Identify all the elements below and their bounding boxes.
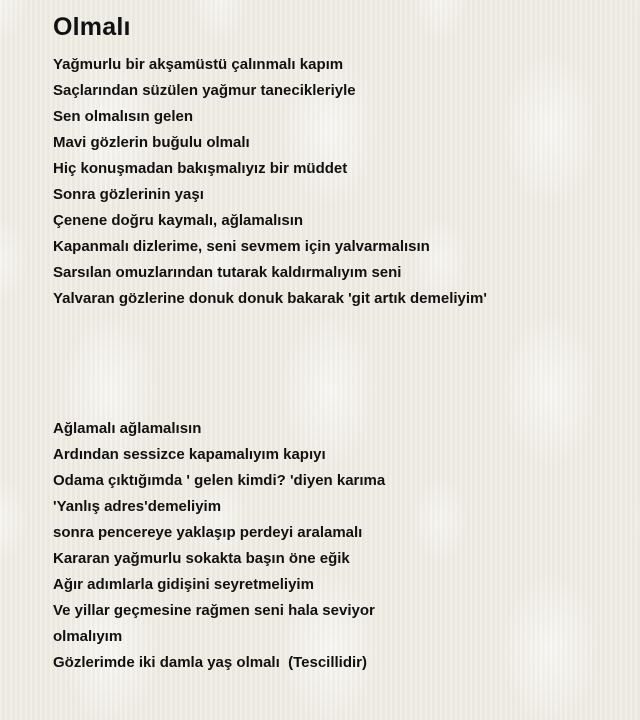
poem-line: Ağlamalı ağlamalısın <box>53 420 202 437</box>
poem-line: Yalvaran gözlerine donuk donuk bakarak 'git artık demeliyim' <box>53 290 487 307</box>
poem-line: Gözlerimde iki damla yaş olmalı (Tescillidir) <box>53 654 367 671</box>
poem-line: Ardından sessizce kapamalıyım kapıyı <box>53 446 326 463</box>
poem-line: Kararan yağmurlu sokakta başın öne eğik <box>53 550 350 567</box>
stanza-2 <box>53 416 623 676</box>
poem-line: Çenene doğru kaymalı, ağlamalısın <box>53 212 304 229</box>
poem-page <box>53 12 623 676</box>
stanza-1 <box>53 52 623 312</box>
poem-line: Kapanmalı dizlerime, seni sevmem için yalvarmalısın <box>53 238 430 255</box>
poem-line: Sarsılan omuzlarından tutarak kaldırmalıyım seni <box>53 264 402 281</box>
poem-line: sonra pencereye yaklaşıp perdeyi aralamalı <box>53 524 363 541</box>
poem-line: Saçlarından süzülen yağmur tanecikleriyle <box>53 82 356 99</box>
stanza-gap <box>53 312 623 416</box>
poem-line: Ağır adımlarla gidişini seyretmeliyim <box>53 576 314 593</box>
poem-line: Yağmurlu bir akşamüstü çalınmalı kapım <box>53 56 344 73</box>
poem-line: Sonra gözlerinin yaşı <box>53 186 204 203</box>
poem-line: Odama çıktığımda ' gelen kimdi? 'diyen karıma <box>53 472 386 489</box>
poem-line: Hiç konuşmadan bakışmalıyız bir müddet <box>53 160 348 177</box>
poem-line: Mavi gözlerin buğulu olmalı <box>53 134 250 151</box>
poem-line: olmalıyım <box>53 628 123 645</box>
poem-line: Ve yillar geçmesine rağmen seni hala seviyor <box>53 602 375 619</box>
poem-line: Sen olmalısın gelen <box>53 108 194 125</box>
poem-line: 'Yanlış adres'demeliyim <box>53 498 222 515</box>
poem-title: Olmalı <box>53 13 131 41</box>
